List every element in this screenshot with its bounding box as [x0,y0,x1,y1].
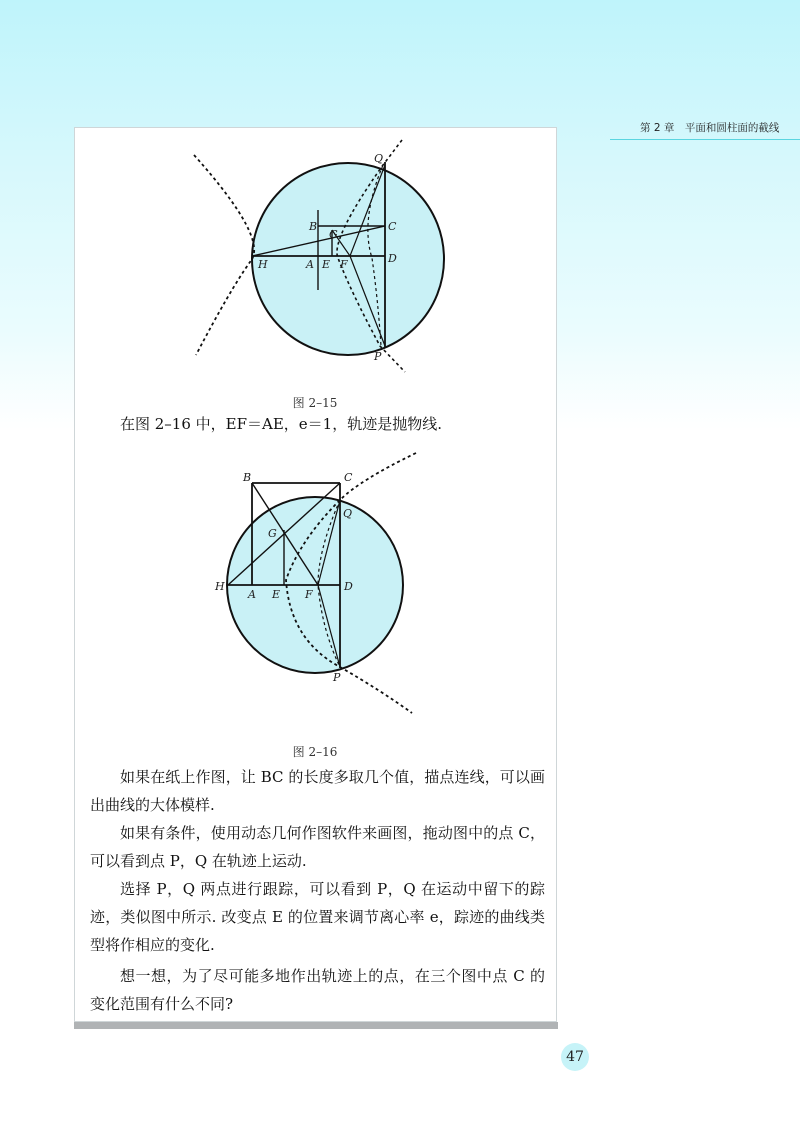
label-Q-fig2: Q [343,507,353,520]
label-G-fig1: G [329,228,338,241]
figure-2-15 [194,140,444,372]
text-fig-2-16-intro: 在图 2–16 中，EF＝AE，e＝1，轨迹是抛物线. [120,415,442,433]
caption-fig-2-15: 图 2–15 [292,396,338,410]
figure-2-16 [214,453,416,713]
label-C-fig1: C [388,220,397,233]
label-H-fig1: H [258,258,268,271]
chapter-header: 第 2 章 平面和圆柱面的截线 [640,122,780,134]
label-H-fig2: H [215,580,225,593]
label-P-fig1: P [374,350,382,363]
label-G-fig2: G [268,527,277,540]
label-Q-fig1: Q [374,152,384,165]
label-F-fig1: F [340,258,348,271]
label-P-fig2: P [333,671,341,684]
page-number: 47 [561,1043,589,1071]
label-C-fig2: C [344,471,353,484]
label-D-fig2: D [344,580,353,593]
caption-fig-2-16: 图 2–16 [292,745,338,759]
label-B-fig1: B [309,220,318,233]
label-E-fig2: E [272,588,281,601]
hyperbola-left-branch [194,155,254,355]
label-E-fig1: E [322,258,331,271]
paragraph-2: 如果有条件，使用动态几何作图软件来画图，拖动图中的点 C，可以看到点 P，Q 在轨迹上运动. [90,824,545,870]
label-B-fig2: B [243,471,252,484]
paragraph-3: 选择 P，Q 两点进行跟踪，可以看到 P，Q 在运动中留下的踪迹，类似图中所示. 改变点 E 的位置来调节离心率 e，踪迹的曲线类型将作相应的变化. [90,880,545,954]
paragraph-4: 想一想，为了尽可能多地作出轨迹上的点，在三个图中点 C 的变化范围有什么不同? [90,967,545,1013]
label-A-fig1: A [306,258,314,271]
label-A-fig2: A [248,588,256,601]
circle-fig1 [252,163,444,355]
label-D-fig1: D [388,252,397,265]
paragraph-1: 如果在纸上作图，让 BC 的长度多取几个值，描点连线，可以画出曲线的大体模样. [90,768,545,814]
label-F-fig2: F [305,588,313,601]
